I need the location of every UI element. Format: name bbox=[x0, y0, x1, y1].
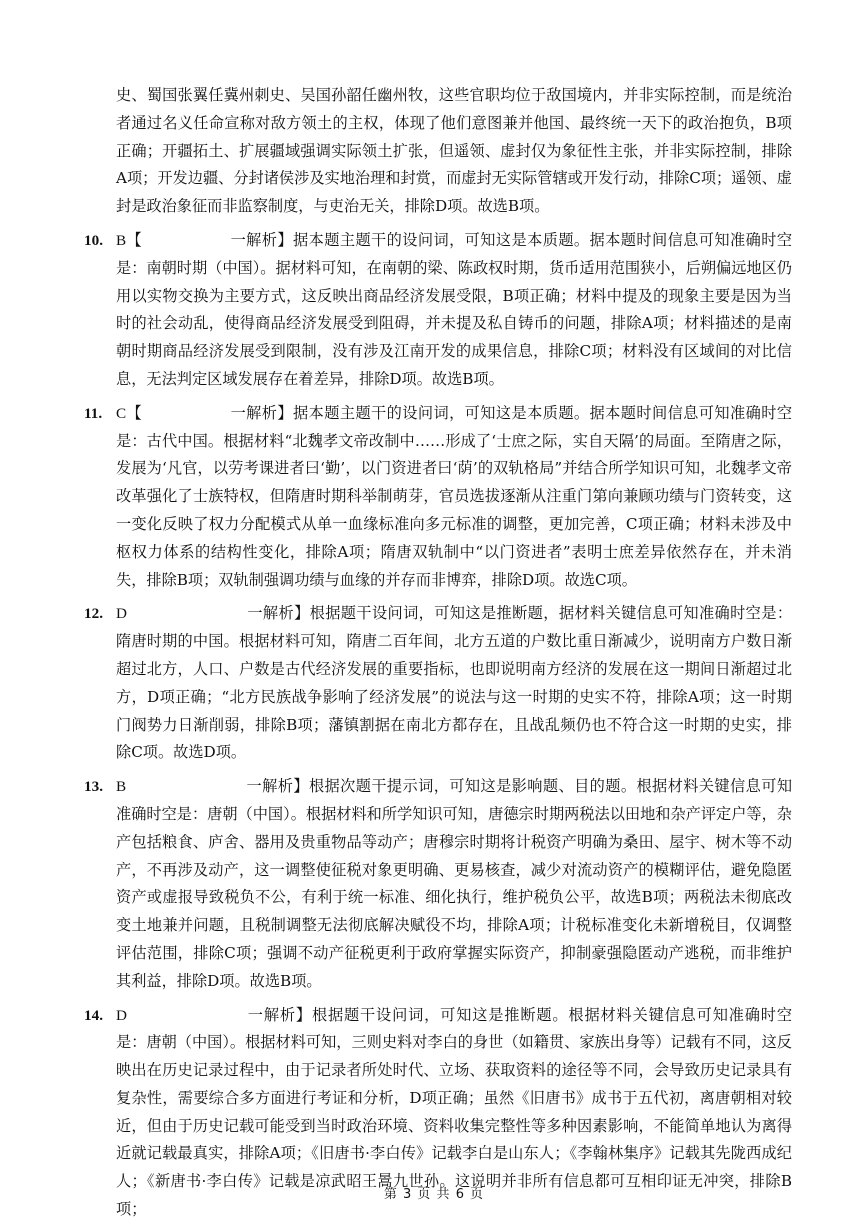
analysis-text: 据本题主题干的设问词，可知这是本质题。据本题时间信息可知准确时空是：南朝时期（中国）。据材料可知，在南朝的梁、陈政权时期，货币适用范围狭小，后朔偏远地区仍用以实物交换为主要方式，这反映出商品经济发展受限，B项正确；材料中提及的现象主要是因为当时的社会动乱，使得商品经济发展受到阻碍，并未提及私自铸币的问题，排除A项；材料描述的是南朝时期商品经济发展受到限制，没有涉及江南开发的成果信息，排除C项；材料没有区域间的对比信息，无法判定区域发展存在着差异，排除D项。故选B项。 bbox=[116, 230, 793, 388]
analysis-marker: 一解析】 bbox=[246, 1005, 312, 1024]
continued-explanation: 史、蜀国张翼任冀州刺史、吴国孙韶任幽州牧，这些官职均位于敌国境内，并非实际控制，而是统治者通过名义任命宣称对敌方领土的主权，体现了他们意图兼并他国、最终统一天下的政治抱负，B项正确；开疆拓土、扩展疆域强调实际领土扩张，但遥领、虚封仅为象征性主张，并非实际控制，排除A项；开发边疆、分封诸侯涉及实地治理和封赏，而虚封无实际管辖或开发行动，排除C项；遥领、虚封是政治象征而非监察制度，与吏治无关，排除D项。故选B项。 bbox=[116, 86, 792, 216]
question-number: 10. bbox=[84, 231, 103, 249]
question-item-12 bbox=[84, 600, 792, 767]
answer-choice: B bbox=[116, 778, 127, 796]
analysis-marker: 一解析】 bbox=[246, 604, 310, 623]
analysis-marker: 一解析】 bbox=[246, 777, 309, 796]
answer-choice: D bbox=[116, 605, 127, 623]
answer-choice: C【 bbox=[116, 404, 143, 422]
question-item-13 bbox=[84, 773, 792, 995]
analysis-text: 根据题干设问词，可知这是推断题。根据材料关键信息可知准确时空是：唐朝（中国）。根据材料可知，三则史料对李白的身世（如籍贯、家族出身等）记载有不同，这反映出在历史记录过程中，由于记录者所处时代、立场、获取资料的途径等不同，会导致历史记录具有复杂性，需要综合多方面进行考证和分析，D项正确；虽然《旧唐书》成书于五代初，离唐朝相对较近，但由于历史记载可能受到当时政治环境、资料收集完整性等多种因素影响，不能简单地认为离得近就记载最真实，排除A项；《旧唐书·李白传》记载李白是山东人；《李翰林集序》记载其先陇西成纪人；《新唐书·李白传》记载是凉武昭王暠九世孙。这说明并非所有信息都可互相印证无冲突，排除B项； bbox=[116, 1005, 793, 1219]
question-number: 12. bbox=[84, 605, 103, 623]
question-number: 14. bbox=[84, 1006, 103, 1024]
question-item-10 bbox=[84, 227, 792, 394]
analysis-marker: 一解析】 bbox=[230, 403, 294, 422]
question-number: 11. bbox=[84, 404, 103, 422]
answer-choice: D bbox=[116, 1006, 127, 1024]
page-content bbox=[84, 82, 792, 1224]
analysis-text: 根据次题干提示词，可知这是影响题、目的题。根据材料关键信息可知准确时空是：唐朝（中国）。根据材料和所学知识可知，唐德宗时期两税法以田地和杂产评定户等，杂产包括粮食、庐舍、器用及贵重物品等动产；唐穆宗时期将计税资产明确为桑田、屋宇、树木等不动产，不再涉及动产，这一调整使征税对象更明确、更易核查，减少对流动资产的模糊评估，避免隐匿资产或虚报导致税负不公，有利于统一标准、细化执行，维护税负公平，故选B项；两税法未彻底改变土地兼并问题，且税制调整无法彻底解决赋役不均，排除A项；计税标准变化未新增税目，仅调整评估范围，排除C项；强调不动产征税更利于政府掌握实际资产，抑制豪强隐匿动产逃税，而非维护其利益，排除D项。故选B项。 bbox=[116, 777, 793, 990]
page-footer: 第 3 页 共 6 页 bbox=[383, 1187, 485, 1202]
analysis-text: 据本题主题干的设问词，可知这是本质题。据本题时间信息可知准确时空是：古代中国。根据材料“北魏孝文帝改制中……形成了‘士庶之际，实自天隔’的局面。至隋唐之际，发展为‘凡官，以劳考课进者曰‘勤’，以门资进者曰‘荫’的双轨格局”并结合所学知识可知，北魏孝文帝改革强化了士族特权，但隋唐时期科举制萌芽，官员选拔逐渐从注重门第向兼顾功绩与门资转变，这一变化反映了权力分配模式从单一血缘标准向多元标准的调整，更加完善，C项正确；材料未涉及中枢权力体系的结构性变化，排除A项；隋唐双轨制中“以门资进者”表明士庶差异依然存在，并未消失，排除B项；双轨制强调功绩与血缘的并存而非博弈，排除D项。故选C项。 bbox=[116, 403, 793, 589]
answer-choice: B【 bbox=[116, 231, 143, 249]
analysis-marker: 一解析】 bbox=[230, 230, 294, 249]
question-number: 13. bbox=[84, 778, 103, 796]
analysis-text: 根据题干设问词，可知这是推断题，据材料关键信息可知准确时空是：隋唐时期的中国。根据材料可知，隋唐二百年间，北方五道的户数比重日渐减少，说明南方户数日渐超过北方，人口、户数是古代经济发展的重要指标，也即说明南方经济的发展在这一期间日渐超过北方，D项正确；“北方民族战争影响了经济发展”的说法与这一时期的史实不符，排除A项；这一时期门阀势力日渐削弱，排除B项；藩镇割据在南北方都存在，且战乱频仍也不符合这一时期的史实，排除C项。故选D项。 bbox=[116, 604, 793, 762]
question-item-11 bbox=[84, 400, 792, 595]
